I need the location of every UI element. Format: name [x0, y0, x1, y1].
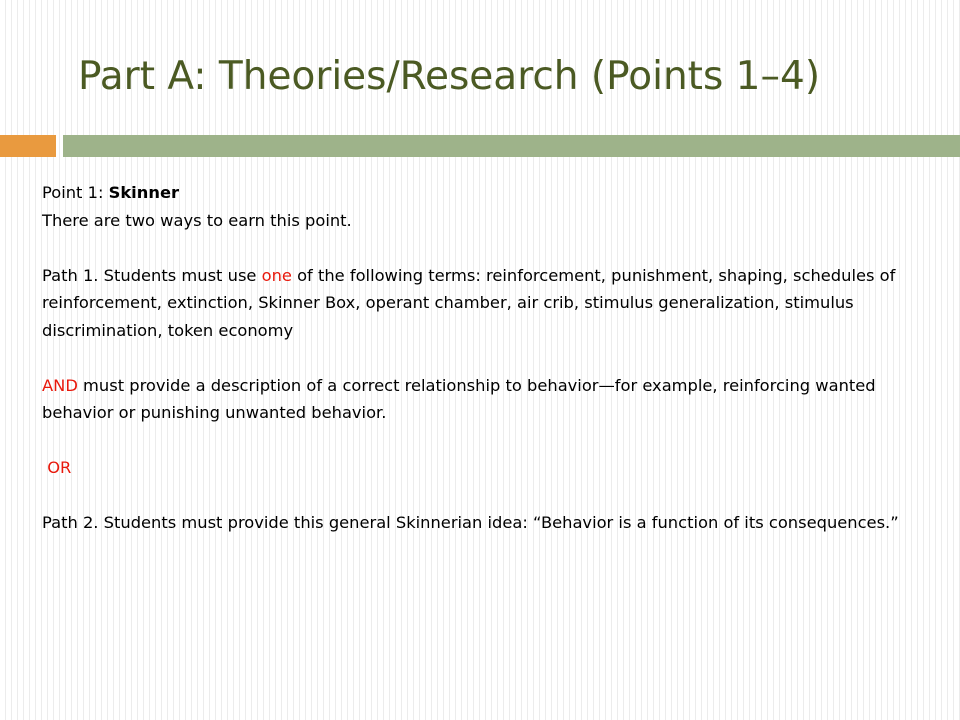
and-keyword: AND [42, 375, 78, 395]
and-paragraph [42, 372, 922, 427]
point-heading [42, 179, 922, 207]
path1-emphasis: one [261, 265, 292, 285]
path1-lead: Path 1. Students must use [42, 265, 262, 285]
point-name: Skinner [108, 183, 180, 202]
point-prefix: Point 1: [42, 183, 109, 202]
path2-paragraph: Path 2. Students must provide this general Skinnerian idea: “Behavior is a function of its consequences.” [42, 513, 899, 532]
or-keyword: OR [47, 458, 72, 477]
spacer [42, 234, 922, 262]
spacer [42, 482, 922, 510]
title-accent-bar [0, 135, 56, 157]
and-description: must provide a description of a correct relationship to behavior—for example, reinforcing wanted behavior or punishing unwanted behavior. [42, 375, 876, 422]
or-paragraph [42, 454, 922, 482]
path1-paragraph [42, 262, 922, 345]
spacer [42, 344, 922, 372]
slide-body [42, 179, 922, 537]
intro-text: There are two ways to earn this point. [42, 210, 352, 230]
slide-title: Part A: Theories/Research (Points 1–4) [78, 54, 821, 99]
spacer [42, 427, 922, 455]
path1-terms: of the following terms: reinforcement, punishment, shaping, schedules of reinforcement, extinction, Skinner Box, operant chamber, air crib, stimulus generalization, stimulus discrimination, token economy [42, 265, 896, 340]
title-divider-bar [63, 135, 960, 157]
